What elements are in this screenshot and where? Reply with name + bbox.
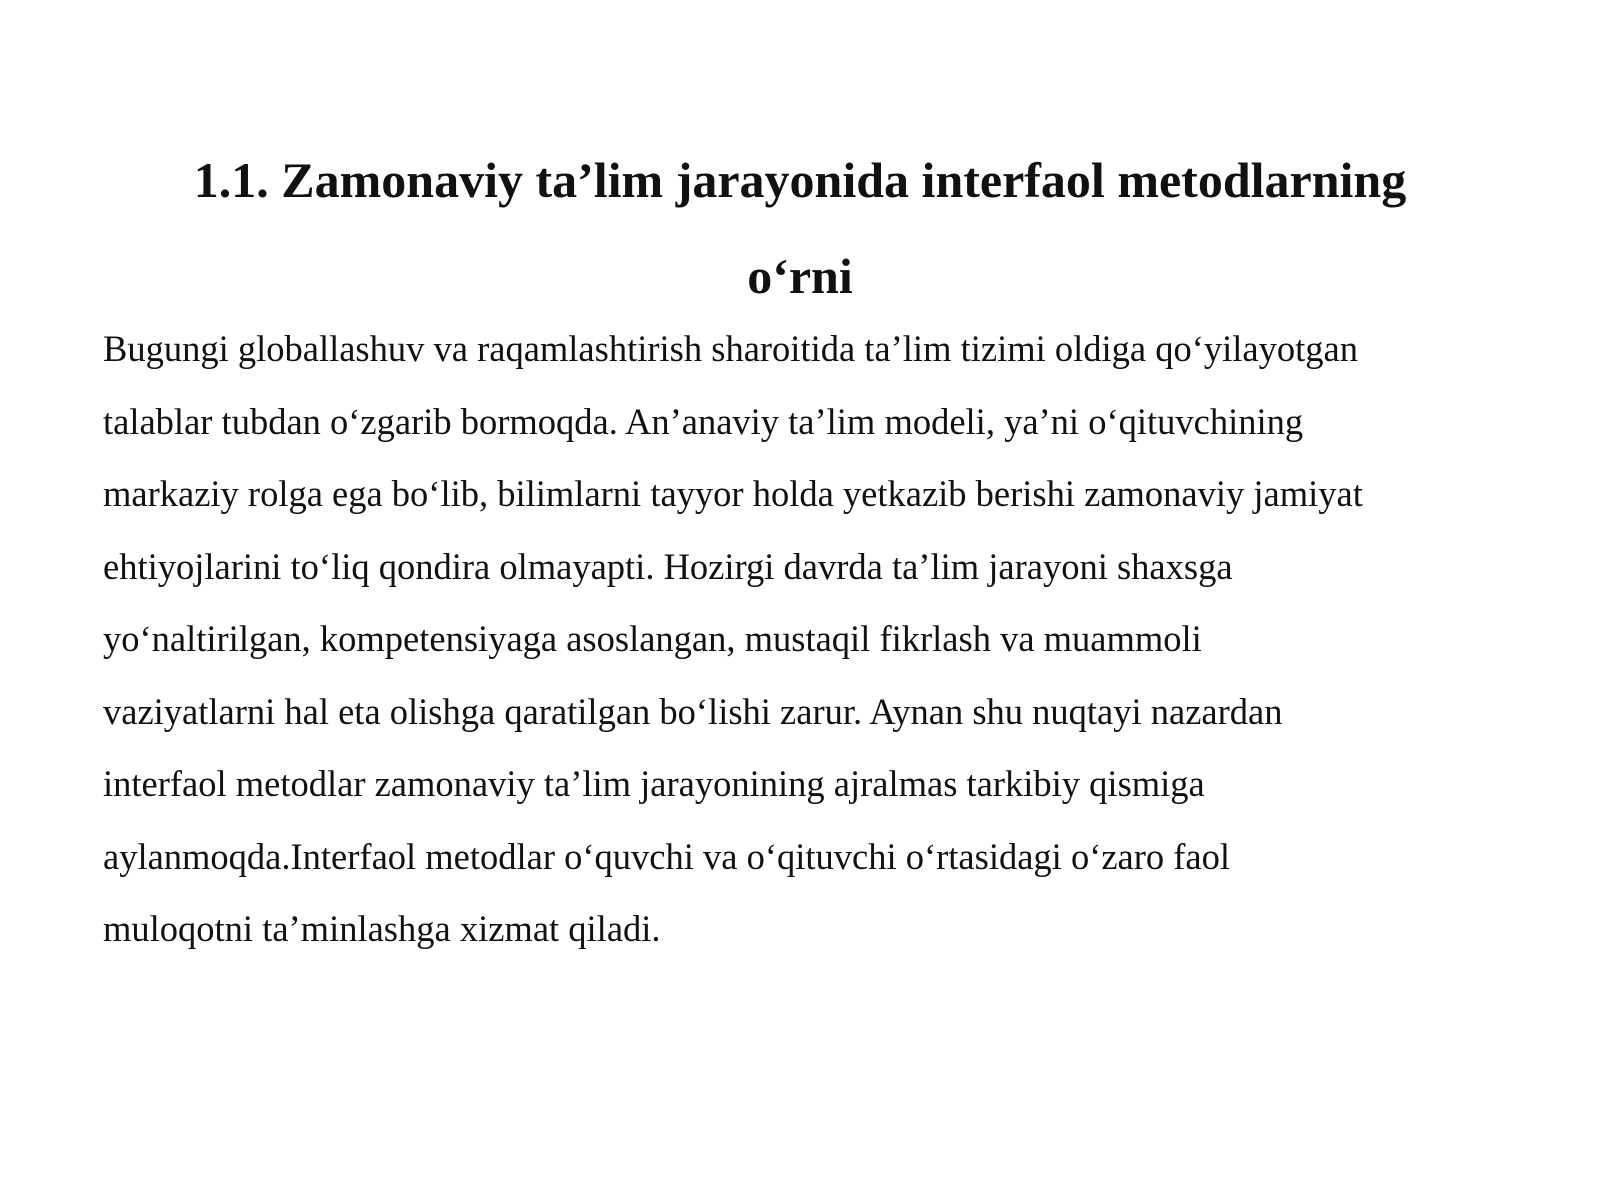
heading-line: 1.1. Zamonaviy ta’lim jarayonida interfaol metodlarning: [193, 152, 1407, 208]
paragraph-line: yo‘naltirilgan, kompetensiyaga asoslangan, mustaqil fikrlash va muammoli: [103, 618, 1202, 659]
body-paragraph: [103, 313, 1503, 966]
paragraph-line: Bugungi globallashuv va raqamlashtirish sharoitida ta’lim tizimi oldiga qo‘yilayotgan: [103, 328, 1358, 369]
paragraph-line: ehtiyojlarini to‘liq qondira olmayapti. Hozirgi davrda ta’lim jarayoni shaxsga: [103, 545, 1233, 587]
section-heading: [140, 132, 1460, 324]
paragraph-line: talablar tubdan o‘zgarib bormoqda. An’anaviy ta’lim modeli, ya’ni o‘qituvchining: [103, 400, 1304, 442]
paragraph-line: interfaol metodlar zamonaviy ta’lim jarayonining ajralmas tarkibiy qismiga: [103, 763, 1205, 804]
heading-line: o‘rni: [747, 248, 853, 304]
paragraph-line: markaziy rolga ega bo‘lib, bilimlarni tayyor holda yetkazib berishi zamonaviy jamiyat: [103, 473, 1363, 514]
paragraph-line: aylanmoqda.Interfaol metodlar o‘quvchi va o‘qituvchi o‘rtasidagi o‘zaro faol: [103, 835, 1231, 877]
paragraph-line: muloqotni ta’minlashga xizmat qiladi.: [103, 908, 661, 949]
paragraph-line: vaziyatlarni hal eta olishga qaratilgan bo‘lishi zarur. Aynan shu nuqtayi nazardan: [103, 690, 1283, 732]
